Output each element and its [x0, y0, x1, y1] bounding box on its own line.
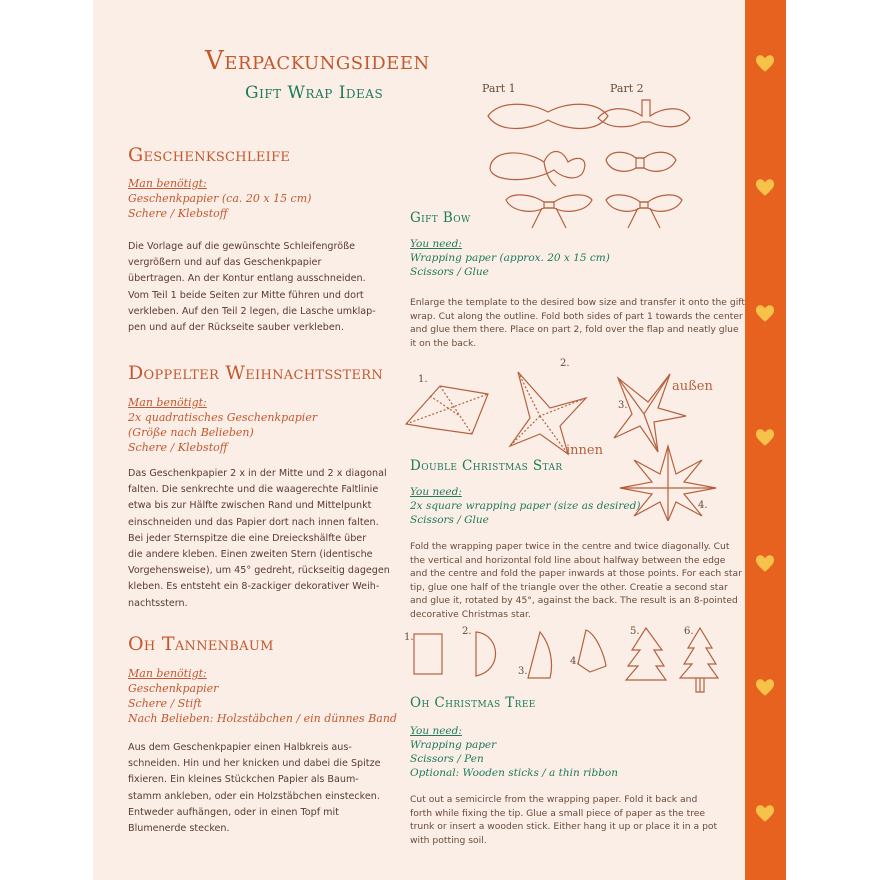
inside-label: innen: [566, 443, 603, 458]
text-line: with potting soil.: [410, 834, 487, 846]
text-line: Die Vorlage auf die gewünschte Schleifengröße: [128, 241, 356, 252]
materials-item: Scissors / Glue: [410, 266, 489, 278]
text-line: stamm ankleben, oder ein Holzstäbchen einstecken.: [128, 790, 380, 802]
section-heading-de: Doppelter Weihnachtsstern: [128, 362, 384, 384]
tree-folding-illustration: [400, 620, 730, 695]
materials-item: Geschenkpapier: [128, 682, 219, 695]
text-line: falten. Die senkrechte und die waagerechte Faltlinie: [128, 484, 379, 496]
section-heading-de: Geschenkschleife: [128, 144, 291, 166]
text-line: forth while fixing the tip. Glue a small piece of paper as the tree: [410, 807, 706, 819]
text-line: etwa bis zur Hälfte zwischen Rand und Mittelpunkt: [128, 500, 372, 512]
text-line: übertragen. An der Kontur entlang ausschneiden.: [128, 273, 366, 285]
heart-icon: [754, 552, 776, 574]
instructions-en: [410, 540, 742, 622]
star-step-label: 2.: [560, 358, 570, 369]
text-line: Blumenerde stecken.: [128, 823, 230, 835]
tree-step-label: 6.: [684, 626, 694, 637]
text-line: Fold the wrapping paper twice in the centre and twice diagonally. Cut: [410, 541, 730, 552]
part1-label: Part 1: [482, 82, 516, 95]
tree-step-label: 1.: [404, 632, 414, 643]
text-line: wrap. Cut along the outline. Fold both sides of part 1 towards the center: [410, 310, 743, 322]
text-line: Cut out a semicircle from the wrapping paper. Fold it back and: [410, 794, 698, 805]
text-line: and glue it, rotated by 45°, against the back. The result is an 8-pointed: [410, 595, 738, 607]
text-line: fixieren. Ein kleines Stückchen Papier als Baum-: [128, 774, 359, 786]
materials-item: Optional: Wooden sticks / a thin ribbon: [410, 767, 618, 779]
text-line: einschneiden und das Papier dort nach innen falten.: [128, 516, 379, 528]
text-line: Vom Teil 1 beide Seiten zur Mitte führen und dort: [128, 289, 364, 301]
section-heading-en: Double Christmas Star: [410, 458, 563, 474]
materials-list-de: [128, 176, 311, 221]
materials-item: 2x square wrapping paper (size as desired): [410, 500, 641, 512]
tree-step-label: 4.: [570, 656, 580, 667]
heart-icon: [754, 52, 776, 74]
materials-label: You need:: [410, 238, 462, 250]
materials-item: Scissors / Pen: [410, 753, 484, 765]
part2-label: Part 2: [610, 82, 644, 95]
materials-item: Wrapping paper: [410, 739, 497, 751]
materials-list-de: [128, 395, 317, 455]
materials-item: 2x quadratisches Geschenkpapier: [128, 411, 318, 424]
text-line: die andere kleben. Einen zweiten Stern (identische: [128, 549, 373, 561]
materials-item: Wrapping paper (approx. 20 x 15 cm): [410, 252, 610, 264]
materials-item: Schere / Klebstoff: [128, 441, 228, 454]
star-step-label: 1.: [418, 374, 428, 385]
materials-item: Nach Belieben: Holzstäbchen / ein dünnes Band: [128, 712, 397, 725]
text-line: decorative Christmas star.: [410, 608, 531, 620]
materials-label: You need:: [410, 725, 462, 737]
instructions-de: [128, 466, 390, 612]
heart-icon: [754, 302, 776, 324]
instructions-en: [410, 793, 730, 847]
star-step-label: 4.: [698, 500, 708, 511]
tree-step-label: 2.: [462, 626, 472, 637]
text-line: Enlarge the template to the desired bow size and transfer it onto the gift: [410, 297, 745, 308]
text-line: and glue them there. Place on part 2, fold over the flap and neatly glue: [410, 324, 739, 336]
materials-list-en: [410, 724, 618, 780]
materials-label: Man benötigt:: [128, 177, 207, 190]
heart-icon: [754, 426, 776, 448]
text-line: Bei jeder Sternspitze die eine Dreieckshälfte über: [128, 532, 367, 544]
materials-item: Schere / Stift: [128, 697, 202, 710]
text-line: nachtsstern.: [128, 597, 188, 609]
text-line: kleben. Es entsteht ein 8-zackiger dekorativer Weih-: [128, 581, 380, 593]
text-line: vergrößern und auf das Geschenkpapier: [128, 257, 322, 269]
tree-step-label: 5.: [630, 626, 640, 637]
star-step-label: 3.: [618, 400, 628, 411]
heart-icon: [754, 176, 776, 198]
heart-icon: [754, 676, 776, 698]
text-line: Aus dem Geschenkpapier einen Halbkreis aus-: [128, 742, 352, 753]
text-line: Das Geschenkpapier 2 x in der Mitte und 2 x diagonal: [128, 468, 387, 479]
text-line: it on the back.: [410, 337, 477, 349]
text-line: trunk or insert a wooden stick. Either hang it up or place it in a pot: [410, 821, 718, 833]
text-line: and the centre and fold the paper inwards at those points. For each star: [410, 568, 742, 580]
page-title: Verpackungsideen: [205, 46, 430, 76]
materials-label: You need:: [410, 486, 462, 498]
materials-item: Scissors / Glue: [410, 514, 489, 526]
materials-item: Schere / Klebstoff: [128, 207, 228, 220]
text-line: pen und auf der Rückseite sauber verkleben.: [128, 322, 344, 334]
instructions-en: [410, 296, 745, 350]
materials-list-en: [410, 485, 640, 527]
section-heading-en: Gift Bow: [410, 210, 471, 226]
section-heading-de: Oh Tannenbaum: [128, 633, 274, 655]
text-line: the vertical and horizontal fold line about halfway between the edge: [410, 554, 726, 566]
materials-list-de: [128, 666, 397, 726]
text-line: Vorgehensweise), um 45° gedreht, rückseitig dagegen: [128, 565, 390, 577]
materials-item: (Größe nach Belieben): [128, 426, 254, 439]
text-line: tip, glue one half of the triangle over the other. Creatie a second star: [410, 581, 728, 593]
text-line: verkleben. Auf den Teil 2 legen, die Lasche umklap-: [128, 305, 376, 317]
materials-list-en: [410, 237, 610, 279]
page-subtitle: Gift Wrap Ideas: [245, 83, 384, 103]
text-line: schneiden. Hin und her knicken und dabei die Spitze: [128, 758, 381, 770]
tree-step-label: 3.: [518, 666, 528, 677]
bow-template-illustration: [470, 78, 720, 248]
section-heading-en: Oh Christmas Tree: [410, 695, 536, 711]
instructions-de: [128, 740, 381, 837]
outside-label: außen: [672, 379, 713, 394]
heart-icon: [754, 802, 776, 824]
materials-label: Man benötigt:: [128, 396, 207, 409]
text-line: Entweder aufhängen, oder in einen Topf mit: [128, 806, 339, 818]
materials-label: Man benötigt:: [128, 667, 207, 680]
instructions-de: [128, 239, 378, 336]
materials-item: Geschenkpapier (ca. 20 x 15 cm): [128, 192, 312, 205]
